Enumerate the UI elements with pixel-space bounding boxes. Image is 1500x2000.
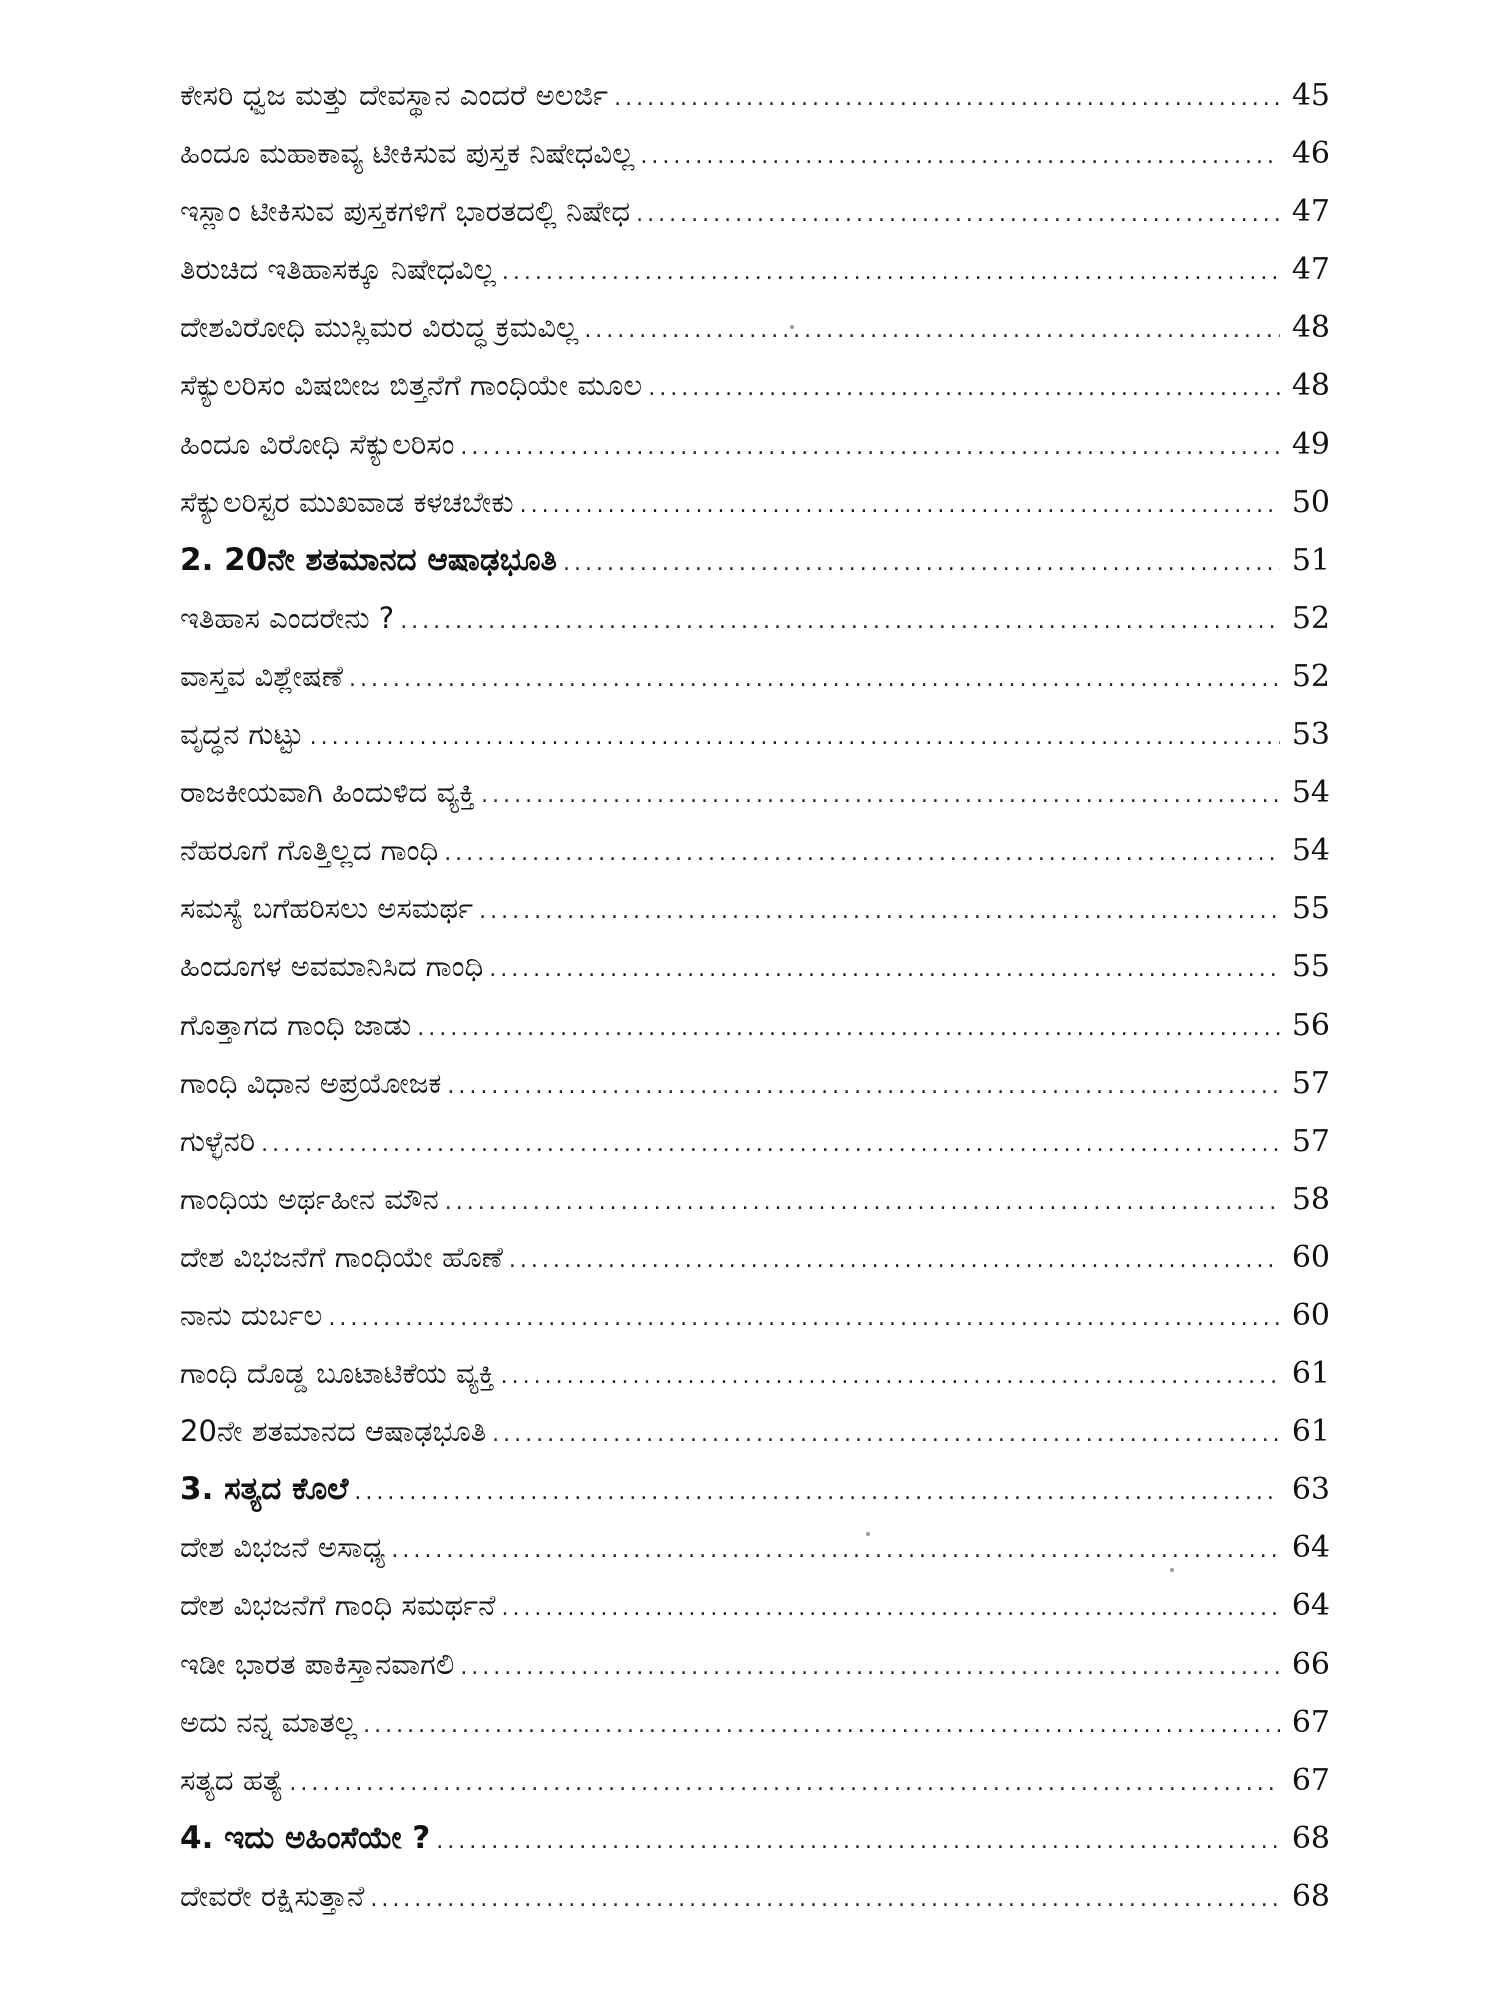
toc-page-number: 60 (1291, 1239, 1330, 1275)
toc-entry (180, 1693, 1330, 1751)
toc-page-number: 58 (1291, 1181, 1330, 1217)
toc-page-number: 52 (1291, 658, 1330, 694)
toc-entry-title: ದೇಶ ವಿಭಜನೆಗೆ ಗಾಂಧಿ ಸಮರ್ಥನೆ (180, 1588, 496, 1623)
toc-entry-title: ದೇವರೇ ರಕ್ಷಿಸುತ್ತಾನೆ (180, 1878, 365, 1913)
toc-entry-title: ದೇಶ ವಿಭಜನೆ ಅಸಾಧ್ಯ (180, 1530, 386, 1565)
toc-entry-title: ಗಾಂಧಿ ದೊಡ್ಡ ಬೂಟಾಟಿಕೆಯ ವ್ಯಕ್ತಿ (180, 1356, 495, 1391)
dot-leader (400, 593, 1280, 651)
toc-page-number: 63 (1291, 1472, 1330, 1508)
toc-entry (180, 1576, 1330, 1634)
print-speck (790, 325, 794, 329)
toc-entry-title: ನಾನು ದುರ್ಬಲ (180, 1297, 323, 1332)
toc-entry-title: ವಾಸ್ತವ ವಿಶ್ಲೇಷಣೆ (180, 658, 343, 693)
toc-entry-title: 2. 20ನೇ ಶತಮಾನದ ಆಷಾಢಭೂತಿ (180, 541, 557, 578)
toc-page-number: 52 (1291, 600, 1330, 636)
toc-entry-title: 4. ಇದು ಅಹಿಂಸೆಯೇ ? (180, 1819, 431, 1856)
dot-leader (501, 1580, 1280, 1638)
toc-entry (180, 1054, 1330, 1112)
dot-leader (261, 1116, 1280, 1174)
toc-entry-title: ತಿರುಚಿದ ಇತಿಹಾಸಕ್ಕೂ ನಿಷೇಧವಿಲ್ಲ (180, 252, 496, 287)
toc-entry-title: ನೆಹರೂಗೆ ಗೊತ್ತಿಲ್ಲದ ಗಾಂಧಿ (180, 833, 439, 868)
dot-leader (489, 941, 1280, 999)
dot-leader (363, 1697, 1280, 1755)
print-speck (866, 1532, 870, 1536)
toc-page-number: 60 (1291, 1297, 1330, 1333)
toc-entry (180, 1867, 1330, 1925)
dot-leader (417, 1000, 1280, 1058)
dot-leader (520, 477, 1280, 535)
toc-page-number: 64 (1291, 1588, 1330, 1624)
toc-entry (180, 298, 1330, 356)
toc-page-number: 55 (1291, 891, 1330, 927)
dot-leader (391, 1522, 1280, 1580)
toc-page-number: 64 (1291, 1530, 1330, 1566)
toc-entry-title: ಹಿಂದೂ ಮಹಾಕಾವ್ಯ ಟೀಕಿಸುವ ಪುಸ್ತಕ ನಿಷೇಧವಿಲ್ಲ (180, 136, 635, 171)
toc-entry-title: ರಾಜಕೀಯವಾಗಿ ಹಿಂದುಳಿದ ವ್ಯಕ್ತಿ (180, 775, 476, 810)
toc-page-number: 68 (1291, 1878, 1330, 1914)
toc-entry (180, 473, 1330, 531)
dot-leader (492, 1406, 1280, 1464)
toc-entry (180, 415, 1330, 473)
toc-entry-title: ಗಾಂಧಿ ವಿಧಾನ ಅಪ್ರಯೋಜಕ (180, 1065, 442, 1100)
toc-page-number: 47 (1291, 252, 1330, 288)
toc-page-number: 47 (1291, 194, 1330, 230)
toc-page-number: 66 (1291, 1646, 1330, 1682)
toc-entry (180, 1112, 1330, 1170)
toc-entry-title: ದೇಶವಿರೋಧಿ ಮುಸ್ಲಿಮರ ವಿರುದ್ಧ ಕ್ರಮವಿಲ್ಲ (180, 310, 579, 345)
toc-entry (180, 763, 1330, 821)
dot-leader (584, 302, 1280, 360)
dot-leader (481, 767, 1280, 825)
toc-entry (180, 1228, 1330, 1286)
dot-leader (509, 1232, 1280, 1290)
print-speck (1170, 1568, 1174, 1572)
toc-entry (180, 589, 1330, 647)
toc-list (180, 66, 1330, 1925)
dot-leader (436, 1813, 1280, 1871)
dot-leader (640, 128, 1280, 186)
toc-entry (180, 1751, 1330, 1809)
toc-entry-title: ಹಿಂದೂಗಳ ಅವಮಾನಿಸಿದ ಗಾಂಧಿ (180, 949, 484, 984)
toc-entry-title: 20ನೇ ಶತಮಾನದ ಆಷಾಢಭೂತಿ (180, 1414, 487, 1449)
toc-entry (180, 1402, 1330, 1460)
dot-leader (310, 709, 1280, 767)
toc-page-number: 51 (1291, 542, 1330, 578)
dot-leader (354, 1464, 1280, 1522)
toc-page-number: 49 (1291, 426, 1330, 462)
toc-page-number: 50 (1291, 484, 1330, 520)
toc-entry-title: ಇತಿಹಾಸ ಎಂದರೇನು ? (180, 600, 395, 635)
dot-leader (460, 1639, 1280, 1697)
toc-chapter-heading (180, 531, 1330, 589)
toc-entry (180, 1518, 1330, 1576)
toc-entry (180, 821, 1330, 879)
toc-chapter-heading (180, 1809, 1330, 1867)
toc-entry (180, 1170, 1330, 1228)
toc-page-number: 67 (1291, 1704, 1330, 1740)
toc-entry (180, 356, 1330, 414)
toc-entry-title: ಸೆಕ್ಯುಲರಿಸಂ ವಿಷಬೀಜ ಬಿತ್ತನೆಗೆ ಗಾಂಧಿಯೇ ಮೂಲ (180, 368, 643, 403)
toc-entry (180, 647, 1330, 705)
toc-page-number: 54 (1291, 833, 1330, 869)
toc-chapter-heading (180, 1460, 1330, 1518)
toc-entry (180, 1286, 1330, 1344)
toc-page-number: 48 (1291, 310, 1330, 346)
toc-page-number: 54 (1291, 775, 1330, 811)
toc-page-number: 48 (1291, 368, 1330, 404)
toc-entry-title: ಸಮಸ್ಯೆ ಬಗೆಹರಿಸಲು ಅಸಮರ್ಥ (180, 891, 474, 926)
toc-entry (180, 996, 1330, 1054)
toc-entry-title: ಗುಳ್ಳೆನರಿ (180, 1123, 256, 1158)
dot-leader (349, 651, 1280, 709)
toc-entry (180, 705, 1330, 763)
toc-page-number: 61 (1291, 1356, 1330, 1392)
toc-entry-title: ಗಾಂಧಿಯ ಅರ್ಥಹೀನ ಮೌನ (180, 1181, 439, 1216)
toc-entry (180, 182, 1330, 240)
dot-leader (479, 883, 1280, 941)
dot-leader (501, 1348, 1280, 1406)
dot-leader (460, 419, 1280, 477)
dot-leader (563, 535, 1280, 593)
dot-leader (636, 186, 1280, 244)
toc-entry (180, 937, 1330, 995)
toc-entry-title: 3. ಸತ್ಯದ ಕೊಲೆ (180, 1471, 349, 1508)
toc-page-number: 46 (1291, 136, 1330, 172)
dot-leader (370, 1871, 1280, 1929)
toc-entry (180, 1635, 1330, 1693)
toc-entry-title: ಇಸ್ಲಾಂ ಟೀಕಿಸುವ ಪುಸ್ತಕಗಳಿಗೆ ಭಾರತದಲ್ಲಿ ನಿಷೇಧ (180, 194, 631, 229)
toc-entry-title: ಹಿಂದೂ ವಿರೋಧಿ ಸೆಕ್ಯುಲರಿಸಂ (180, 426, 455, 461)
toc-page-number: 53 (1291, 717, 1330, 753)
toc-page-number: 68 (1291, 1820, 1330, 1856)
dot-leader (289, 1755, 1280, 1813)
toc-page-number: 57 (1291, 1123, 1330, 1159)
dot-leader (502, 244, 1280, 302)
table-of-contents-page (180, 66, 1330, 1946)
dot-leader (445, 1174, 1280, 1232)
toc-entry-title: ಸೆಕ್ಯುಲರಿಸ್ಟರ ಮುಖವಾಡ ಕಳಚಬೇಕು (180, 484, 514, 519)
toc-page-number: 56 (1291, 1007, 1330, 1043)
toc-entry (180, 66, 1330, 124)
toc-entry-title: ಸತ್ಯದ ಹತ್ಯೆ (180, 1762, 284, 1797)
toc-page-number: 67 (1291, 1762, 1330, 1798)
toc-entry-title: ಇಡೀ ಭಾರತ ಪಾಕಿಸ್ತಾನವಾಗಲಿ (180, 1646, 455, 1681)
toc-page-number: 55 (1291, 949, 1330, 985)
toc-entry (180, 240, 1330, 298)
toc-entry-title: ವೃದ್ಧನ ಗುಟ್ಟು (180, 717, 304, 752)
dot-leader (444, 825, 1280, 883)
toc-entry-title: ದೇಶ ವಿಭಜನೆಗೆ ಗಾಂಧಿಯೇ ಹೊಣೆ (180, 1239, 503, 1274)
toc-entry-title: ಗೊತ್ತಾಗದ ಗಾಂಧಿ ಜಾಡು (180, 1007, 412, 1042)
dot-leader (328, 1290, 1280, 1348)
dot-leader (614, 70, 1280, 128)
toc-entry (180, 124, 1330, 182)
toc-entry (180, 1344, 1330, 1402)
toc-page-number: 57 (1291, 1065, 1330, 1101)
toc-page-number: 61 (1291, 1414, 1330, 1450)
toc-page-number: 45 (1291, 78, 1330, 113)
toc-entry (180, 879, 1330, 937)
toc-entry-title: ಅದು ನನ್ನ ಮಾತಲ್ಲ (180, 1704, 358, 1739)
dot-leader (648, 360, 1280, 418)
toc-entry-title: ಕೇಸರಿ ಧ್ವಜ ಮತ್ತು ದೇವಸ್ಥಾನ ಎಂದರೆ ಅಲರ್ಜಿ (180, 78, 609, 112)
dot-leader (447, 1058, 1280, 1116)
